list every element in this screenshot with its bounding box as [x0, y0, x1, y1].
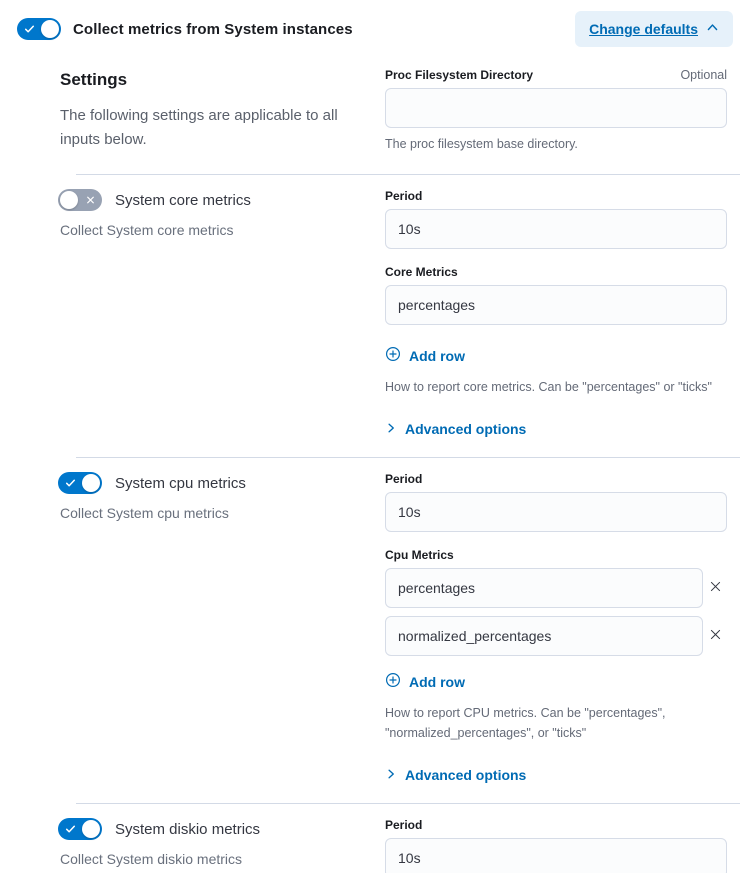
cpu-period-field [385, 472, 727, 532]
settings-row [0, 56, 749, 174]
cross-icon [709, 580, 722, 596]
core-metrics-field [385, 265, 727, 325]
cpu-metrics-subtitle: Collect System cpu metrics [60, 505, 229, 521]
collect-metrics-toggle[interactable] [17, 18, 61, 40]
advanced-options-button[interactable] [385, 767, 526, 783]
diskio-metrics-title: System diskio metrics [115, 820, 261, 838]
add-row-button[interactable] [385, 346, 465, 365]
advanced-options-button[interactable] [385, 421, 526, 437]
proc-filesystem-field [385, 68, 727, 154]
check-icon [65, 478, 76, 489]
cross-icon [86, 196, 95, 205]
section-diskio-metrics [0, 804, 749, 873]
period-label: Period [385, 472, 423, 486]
metric-row [385, 568, 727, 608]
chevron-up-icon [706, 21, 719, 37]
core-metrics-toggle[interactable] [58, 189, 102, 211]
cpu-metrics-toggle[interactable] [58, 472, 102, 494]
proc-filesystem-label: Proc Filesystem Directory [385, 68, 534, 82]
change-defaults-label: Change defaults [589, 21, 698, 37]
diskio-period-field [385, 818, 727, 873]
cross-icon [709, 628, 722, 644]
remove-row-button[interactable] [703, 576, 727, 600]
check-icon [24, 24, 35, 35]
proc-filesystem-input[interactable] [385, 88, 727, 128]
core-period-input[interactable] [385, 209, 727, 249]
toggle-knob [60, 191, 78, 209]
core-metrics-label: Core Metrics [385, 265, 458, 279]
plus-circle-icon [385, 672, 401, 691]
chevron-right-icon [385, 767, 397, 783]
add-row-button[interactable] [385, 672, 465, 691]
core-metrics-subtitle: Collect System core metrics [60, 222, 234, 238]
cpu-metrics-row-input[interactable] [385, 616, 703, 656]
add-row-label: Add row [409, 673, 465, 690]
cpu-metrics-help: How to report CPU metrics. Can be "percentages", "normalized_percentages", or "ticks" [385, 706, 666, 740]
toggle-knob [82, 820, 100, 838]
proc-filesystem-help: The proc filesystem base directory. [385, 137, 578, 151]
core-metrics-row-input[interactable] [385, 285, 727, 325]
core-period-field [385, 189, 727, 249]
cpu-metrics-field [385, 548, 727, 656]
chevron-right-icon [385, 421, 397, 437]
core-metrics-help: How to report core metrics. Can be "percentages" or "ticks" [385, 380, 712, 394]
diskio-metrics-toggle[interactable] [58, 818, 102, 840]
cpu-period-input[interactable] [385, 492, 727, 532]
period-label: Period [385, 818, 423, 832]
plus-circle-icon [385, 346, 401, 365]
change-defaults-button[interactable] [575, 11, 733, 47]
diskio-metrics-subtitle: Collect System diskio metrics [60, 851, 243, 867]
section-cpu-metrics [0, 458, 749, 803]
optional-badge: Optional [680, 68, 727, 82]
cpu-metrics-label: Cpu Metrics [385, 548, 454, 562]
page-title: Collect metrics from System instances [73, 20, 353, 38]
section-core-metrics [0, 175, 749, 457]
cpu-metrics-row-input[interactable] [385, 568, 703, 608]
integration-header [0, 0, 749, 56]
metric-row [385, 616, 727, 656]
advanced-options-label: Advanced options [405, 767, 527, 783]
add-row-label: Add row [409, 347, 465, 364]
period-label: Period [385, 189, 423, 203]
remove-row-button[interactable] [703, 624, 727, 648]
advanced-options-label: Advanced options [405, 421, 527, 437]
cpu-metrics-title: System cpu metrics [115, 474, 246, 492]
toggle-knob [82, 474, 100, 492]
toggle-knob [41, 20, 59, 38]
settings-heading: Settings [60, 70, 128, 89]
check-icon [65, 824, 76, 835]
core-metrics-title: System core metrics [115, 191, 251, 209]
diskio-period-input[interactable] [385, 838, 727, 873]
settings-description: The following settings are applicable to all inputs below. [60, 107, 338, 148]
